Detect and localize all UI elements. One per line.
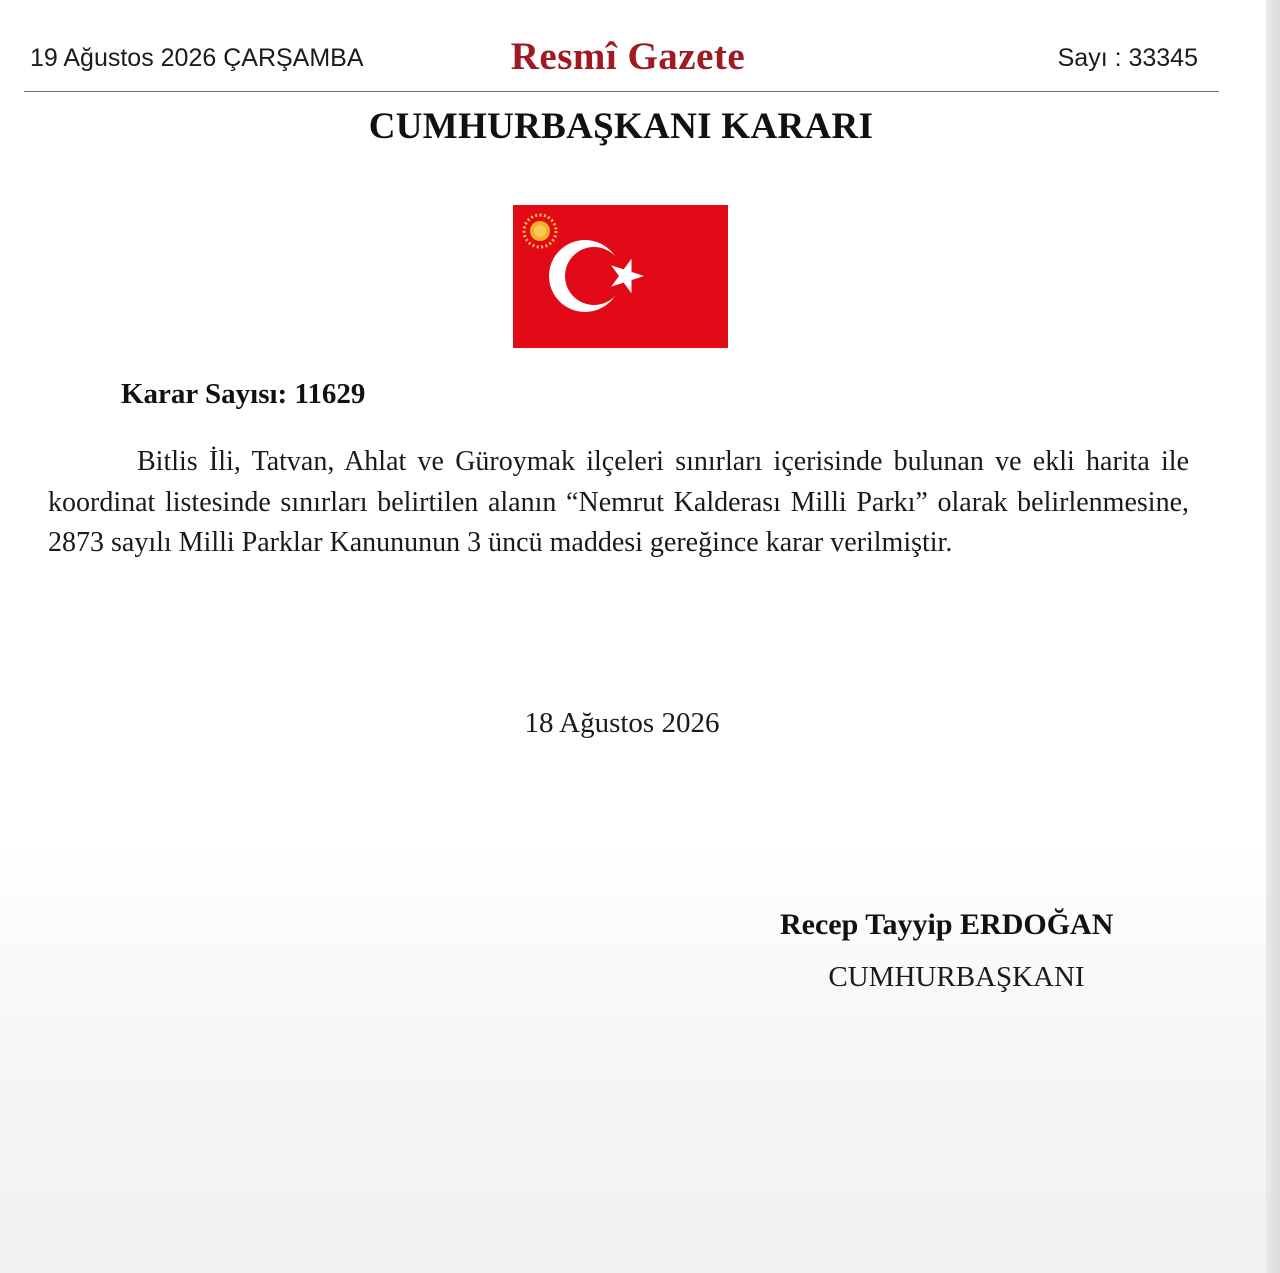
publication-date: 19 Ağustos 2026 ÇARŞAMBA (30, 44, 364, 72)
signer-name: Recep Tayyip ERDOĞAN (780, 908, 1114, 941)
header-divider (24, 91, 1219, 92)
turkish-flag-icon (513, 205, 728, 348)
decision-date: 18 Ağustos 2026 (524, 707, 720, 739)
issue-number: Sayı : 33345 (1057, 44, 1198, 72)
document-type-heading: CUMHURBAŞKANI KARARI (368, 106, 874, 147)
gazette-masthead: Resmî Gazete (510, 35, 746, 78)
signer-title: CUMHURBAŞKANI (828, 961, 1085, 993)
decision-number: Karar Sayısı: 11629 (121, 378, 366, 410)
decision-body-text: Bitlis İli, Tatvan, Ahlat ve Güroymak ilçeleri sınırları içerisinde bulunan ve ekli harita ile koordinat listesinde sınırları belirtilen alanın “Nemrut Kalderası Milli Parkı” olarak belirlenmesine, 2873 sayılı Milli Parklar Kanununun 3 üncü maddesi gereğince karar verilmiştir. (48, 446, 1189, 558)
page-edge-shadow (1266, 0, 1280, 1273)
